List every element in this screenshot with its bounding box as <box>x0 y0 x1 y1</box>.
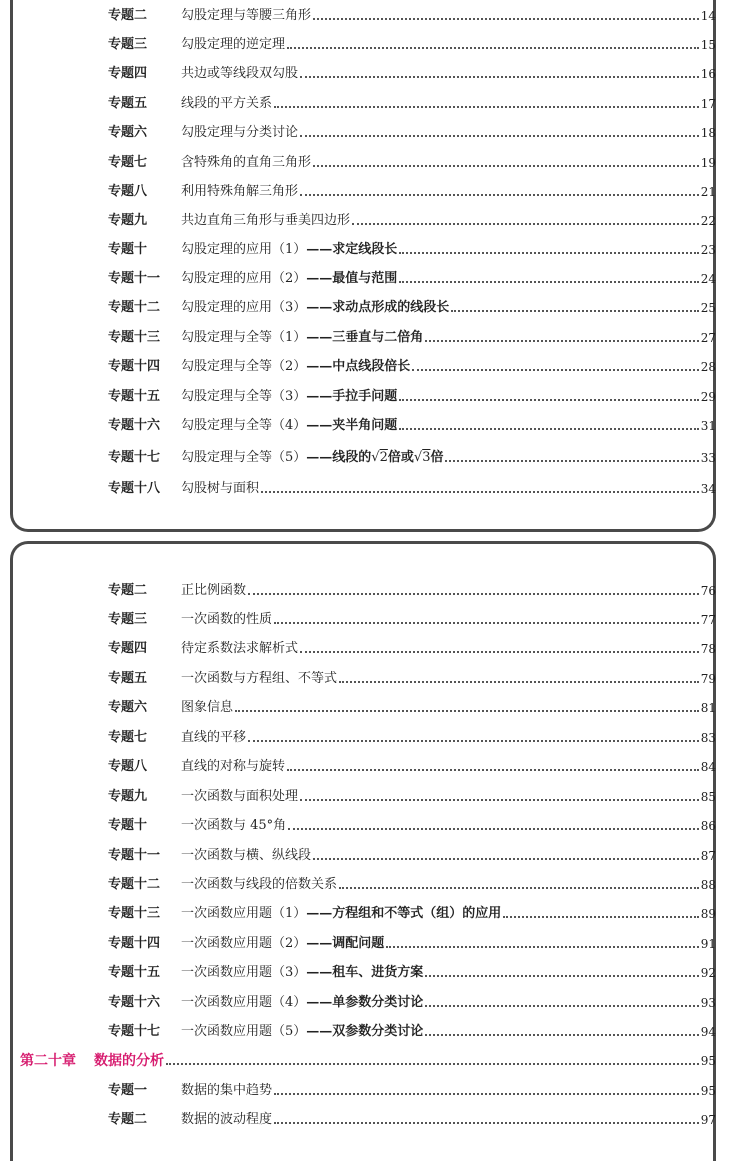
toc-entry-page: 22 <box>700 214 716 228</box>
toc-entry-title: 一次函数与 45°角 <box>181 818 287 833</box>
toc-entry-code: 专题十三 <box>108 330 161 345</box>
toc-entry-code: 专题十八 <box>108 481 161 496</box>
toc-entry-title: 一次函数与方程组、不等式 <box>181 671 338 686</box>
toc-entry-page: 78 <box>700 642 716 656</box>
dot-leader <box>399 428 698 430</box>
dot-leader <box>300 135 699 137</box>
toc-entry-page: 14 <box>700 9 716 23</box>
toc-entry-code: 专题二 <box>108 8 148 23</box>
toc-entry-page: 87 <box>700 849 716 863</box>
dot-leader <box>313 858 699 860</box>
dot-leader <box>445 460 698 462</box>
toc-entry-title: 一次函数应用题（3）——租车、进货方案 <box>181 965 424 980</box>
dot-leader <box>261 491 699 493</box>
toc-entry-page: 27 <box>700 331 716 345</box>
toc-entry-page: 91 <box>700 937 716 951</box>
toc-entry-page: 92 <box>700 966 716 980</box>
toc-entry-page: 97 <box>700 1113 716 1127</box>
toc-entry-code: 专题十四 <box>108 936 161 951</box>
toc-entry-code: 专题十二 <box>108 300 161 315</box>
toc-entry[interactable] <box>108 810 716 834</box>
dot-leader <box>166 1063 699 1065</box>
dot-leader <box>287 47 699 49</box>
toc-entry-title: 勾股定理与全等（2）——中点线段倍长 <box>181 359 411 374</box>
toc-entry-title: 直线的平移 <box>181 730 247 745</box>
toc-entry-page: 83 <box>700 731 716 745</box>
toc-entry-page: 89 <box>700 907 716 921</box>
toc-entry-page: 18 <box>700 126 716 140</box>
toc-entry-subtitle-mid: 倍或 <box>387 450 414 465</box>
toc-entry-title: 一次函数应用题（5）——双参数分类讨论 <box>181 1024 424 1039</box>
toc-entry[interactable] <box>108 722 716 746</box>
toc-entry-page: 21 <box>700 185 716 199</box>
toc-entry-subtitle: ——单参数分类讨论 <box>306 995 424 1010</box>
toc-entry-code: 专题十六 <box>108 995 161 1010</box>
toc-entry-code: 专题四 <box>108 66 148 81</box>
toc-entry-code: 专题七 <box>108 155 148 170</box>
toc-entry[interactable] <box>108 751 716 775</box>
toc-entry-code: 专题十四 <box>108 359 161 374</box>
toc-entry-code: 专题二 <box>108 1112 148 1127</box>
toc-entry-code: 专题七 <box>108 730 148 745</box>
toc-entry[interactable] <box>108 234 716 258</box>
toc-entry-title: 勾股定理与全等（3）——手拉手问题 <box>181 389 398 404</box>
toc-entry-code: 专题十二 <box>108 877 161 892</box>
dot-leader <box>425 1005 698 1007</box>
toc-entry[interactable] <box>108 633 716 657</box>
toc-entry-title: 正比例函数 <box>181 583 247 598</box>
toc-entry[interactable] <box>108 1075 716 1099</box>
toc-entry[interactable] <box>108 292 716 316</box>
toc-entry-code: 专题十七 <box>108 1024 161 1039</box>
dot-leader <box>399 281 698 283</box>
toc-entry[interactable] <box>108 176 716 200</box>
toc-entry[interactable] <box>108 840 716 864</box>
toc-entry[interactable] <box>108 322 716 346</box>
toc-entry-page: 25 <box>700 301 716 315</box>
toc-entry-title: 勾股定理与全等（1）——三垂直与二倍角 <box>181 330 424 345</box>
dot-leader <box>274 106 699 108</box>
toc-entry-title: 一次函数与线段的倍数关系 <box>181 877 338 892</box>
toc-entry-code: 专题十三 <box>108 906 161 921</box>
toc-entry-code: 专题五 <box>108 671 148 686</box>
toc-entry[interactable] <box>108 117 716 141</box>
toc-entry-code: 专题二 <box>108 583 148 598</box>
toc-entry-title: 图象信息 <box>181 700 234 715</box>
toc-entry-page: 31 <box>700 419 716 433</box>
toc-entry[interactable] <box>108 1104 716 1128</box>
toc-entry-page: 79 <box>700 672 716 686</box>
toc-entry[interactable] <box>108 58 716 82</box>
toc-entry[interactable] <box>108 88 716 112</box>
toc-entry-code: 专题四 <box>108 641 148 656</box>
dot-leader <box>288 828 699 830</box>
toc-entry-title: 共边或等线段双勾股 <box>181 66 299 81</box>
toc-entry[interactable] <box>108 869 716 893</box>
toc-entry-page: 76 <box>700 584 716 598</box>
toc-entry-code: 专题十 <box>108 818 148 833</box>
sqrt-radicand: 2 <box>379 450 388 465</box>
toc-entry-code: 专题十七 <box>108 450 161 465</box>
toc-entry-title: 勾股树与面积 <box>181 481 260 496</box>
toc-entry-title: 共边直角三角形与垂美四边形 <box>181 213 351 228</box>
toc-entry-subtitle: ——方程组和不等式（组）的应用 <box>306 906 502 921</box>
toc-entry-page: 88 <box>700 878 716 892</box>
toc-entry-title: 待定系数法求解析式 <box>181 641 299 656</box>
toc-entry-subtitle: ——求定线段长 <box>306 242 398 257</box>
sqrt-symbol: √2 <box>371 450 388 465</box>
toc-entry[interactable] <box>108 575 716 599</box>
toc-entry-code: 专题九 <box>108 213 148 228</box>
toc-entry-code: 专题三 <box>108 37 148 52</box>
sqrt-symbol: √3 <box>413 450 431 465</box>
dot-leader <box>412 369 698 371</box>
toc-entry[interactable] <box>108 987 716 1011</box>
toc-entry-subtitle: ——调配问题 <box>306 936 385 951</box>
toc-entry-code: 专题三 <box>108 612 148 627</box>
toc-entry-subtitle: ——租车、进货方案 <box>306 965 424 980</box>
toc-entry[interactable] <box>108 692 716 716</box>
dot-leader <box>425 340 698 342</box>
toc-entry-subtitle: ——线段的 <box>306 450 372 465</box>
toc-entry[interactable] <box>108 473 716 497</box>
toc-entry-title: 一次函数与面积处理 <box>181 789 299 804</box>
toc-entry-page: 84 <box>700 760 716 774</box>
toc-entry[interactable] <box>108 604 716 628</box>
dot-leader <box>399 252 698 254</box>
toc-entry-title: 勾股定理的应用（2）——最值与范围 <box>181 271 398 286</box>
toc-entry-page: 94 <box>700 1025 716 1039</box>
dot-leader <box>425 975 698 977</box>
dot-leader <box>300 651 699 653</box>
toc-entry-subtitle: ——夹半角问题 <box>306 418 398 433</box>
toc-entry-page: 34 <box>700 482 716 496</box>
toc-entry-page: 19 <box>700 156 716 170</box>
toc-entry-page: 29 <box>700 390 716 404</box>
toc-entry[interactable] <box>108 663 716 687</box>
toc-entry-title: 数据的分析 <box>94 1053 164 1069</box>
toc-entry-page: 17 <box>700 97 716 111</box>
toc-entry-page: 77 <box>700 613 716 627</box>
toc-entry-title: 一次函数与横、纵线段 <box>181 848 312 863</box>
toc-entry-code: 专题六 <box>108 125 148 140</box>
dot-leader <box>339 681 699 683</box>
toc-entry-page: 33 <box>700 451 716 465</box>
dot-leader <box>386 946 698 948</box>
toc-entry-title: 勾股定理与分类讨论 <box>181 125 299 140</box>
toc-entry-page: 15 <box>700 38 716 52</box>
dot-leader <box>313 165 699 167</box>
toc-entry-title: 一次函数应用题（1）——方程组和不等式（组）的应用 <box>181 906 502 921</box>
dot-leader <box>425 1034 698 1036</box>
dot-leader <box>274 622 699 624</box>
toc-entry-title: 勾股定理与全等（4）——夹半角问题 <box>181 418 398 433</box>
toc-entry-code: 专题十五 <box>108 965 161 980</box>
toc-entry-title: 直线的对称与旋转 <box>181 759 286 774</box>
toc-chapter-heading[interactable] <box>20 1045 716 1069</box>
toc-entry-title: 勾股定理的应用（1）——求定线段长 <box>181 242 398 257</box>
toc-entry-title: 一次函数的性质 <box>181 612 273 627</box>
toc-entry-subtitle: ——三垂直与二倍角 <box>306 330 424 345</box>
dot-leader <box>352 223 699 225</box>
toc-entry[interactable] <box>108 957 716 981</box>
toc-entry-page: 95 <box>700 1084 716 1098</box>
toc-entry-title: 一次函数应用题（4）——单参数分类讨论 <box>181 995 424 1010</box>
dot-leader <box>300 799 699 801</box>
toc-entry-title: 勾股定理与等腰三角形 <box>181 8 312 23</box>
dot-leader <box>451 310 698 312</box>
toc-entry-code: 第二十章 <box>20 1053 76 1069</box>
dot-leader <box>503 916 698 918</box>
toc-entry-page: 95 <box>700 1054 716 1068</box>
toc-entry-page: 24 <box>700 272 716 286</box>
toc-entry[interactable] <box>108 205 716 229</box>
toc-entry[interactable] <box>108 0 716 24</box>
toc-entry-subtitle-tail: 倍 <box>430 450 444 465</box>
dot-leader <box>235 710 699 712</box>
toc-entry[interactable] <box>108 442 716 466</box>
toc-entry-page: 86 <box>700 819 716 833</box>
toc-entry-code: 专题十六 <box>108 418 161 433</box>
toc-entry[interactable] <box>108 381 716 405</box>
toc-entry-title: 勾股定理与全等（5）——线段的√2倍或√3倍 <box>181 450 444 465</box>
sqrt-radicand: 3 <box>422 450 431 465</box>
dot-leader <box>248 740 699 742</box>
toc-entry-title: 利用特殊角解三角形 <box>181 184 299 199</box>
toc-entry[interactable] <box>108 898 716 922</box>
toc-entry[interactable] <box>108 928 716 952</box>
toc-entry-code: 专题六 <box>108 700 148 715</box>
toc-entry-title: 数据的波动程度 <box>181 1112 273 1127</box>
toc-entry-subtitle: ——双参数分类讨论 <box>306 1024 424 1039</box>
dot-leader <box>287 769 699 771</box>
toc-entry-title: 数据的集中趋势 <box>181 1083 273 1098</box>
toc-entry[interactable] <box>108 410 716 434</box>
dot-leader <box>313 18 699 20</box>
toc-entry-title: 勾股定理的应用（3）——求动点形成的线段长 <box>181 300 450 315</box>
toc-entry-code: 专题十一 <box>108 271 161 286</box>
toc-entry-page: 28 <box>700 360 716 374</box>
toc-entry[interactable] <box>108 263 716 287</box>
toc-entry-page: 16 <box>700 67 716 81</box>
toc-entry-page: 23 <box>700 243 716 257</box>
toc-entry[interactable] <box>108 781 716 805</box>
toc-entry-title: 勾股定理的逆定理 <box>181 37 286 52</box>
toc-entry-page: 85 <box>700 790 716 804</box>
toc-entry-code: 专题五 <box>108 96 148 111</box>
dot-leader <box>274 1122 699 1124</box>
toc-entry-code: 专题九 <box>108 789 148 804</box>
toc-entry-code: 专题八 <box>108 759 148 774</box>
toc-entry-code: 专题一 <box>108 1083 148 1098</box>
toc-entry-page: 93 <box>700 996 716 1010</box>
toc-entry-code: 专题八 <box>108 184 148 199</box>
toc-entry-title: 含特殊角的直角三角形 <box>181 155 312 170</box>
toc-entry-title: 一次函数应用题（2）——调配问题 <box>181 936 385 951</box>
toc-entry-subtitle: ——中点线段倍长 <box>306 359 411 374</box>
toc-entry[interactable] <box>108 147 716 171</box>
toc-entry-page: 81 <box>700 701 716 715</box>
toc-entry-subtitle: ——求动点形成的线段长 <box>306 300 450 315</box>
toc-entry-code: 专题十一 <box>108 848 161 863</box>
toc-entry[interactable] <box>108 29 716 53</box>
toc-entry[interactable] <box>108 351 716 375</box>
dot-leader <box>300 76 699 78</box>
toc-entry-code: 专题十五 <box>108 389 161 404</box>
dot-leader <box>274 1093 699 1095</box>
toc-entry-subtitle: ——最值与范围 <box>306 271 398 286</box>
dot-leader <box>339 887 699 889</box>
dot-leader <box>300 194 699 196</box>
toc-entry-subtitle: ——手拉手问题 <box>306 389 398 404</box>
dot-leader <box>248 593 699 595</box>
dot-leader <box>399 399 698 401</box>
toc-entry-title: 线段的平方关系 <box>181 96 273 111</box>
toc-entry[interactable] <box>108 1016 716 1040</box>
toc-entry-code: 专题十 <box>108 242 148 257</box>
